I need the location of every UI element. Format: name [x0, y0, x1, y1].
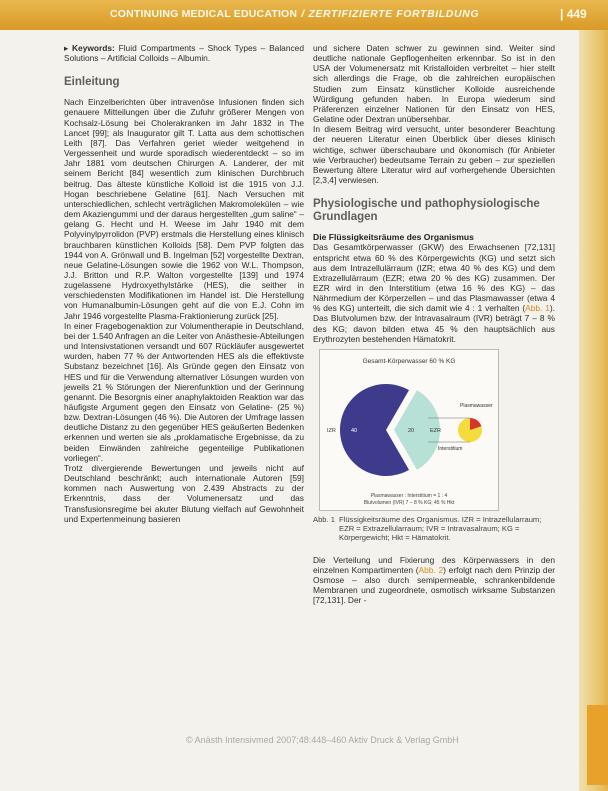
chart-legend-blood: Blutvolumen (IVR) 7 – 8 % KG; 45 % Hkt	[363, 499, 455, 506]
side-color-tab	[587, 705, 608, 785]
paragraph-body-water: Das Gesamtkörperwasser (GKW) des Erwachsenen [72,131] entspricht etwa 60 % des Körpergewichts (KG) und setzt sich aus dem Intrazellulärraum (IZR; etwa 40 % des KG) und dem Extrazellulärraum (EZR; etwa 20 % des KG) zusammen. Der EZR wird in den Interstitium (etwa 16 % des KG) – das Nährmedium der Körperzellen – und das Plasmawasser (etwa 4 % des KG) unterteilt, die sich damit wie 4 : 1 verhalten (Abb. 1). Das Blutvolumen bzw. der Intravasalraum (IVR) beträgt 7 – 8 % des KG; davon bilden etwa 45 % den hauptsächlich aus Erythrozyten bestehenden Hämatokrit.	[313, 242, 555, 344]
label-interstitium: Interstitium	[438, 445, 463, 452]
header-title	[110, 8, 550, 20]
keywords-text: Fluid Compartments – Shock Types – Balanced Solutions – Artificial Colloids – Albumin.	[64, 43, 304, 64]
side-color-strip	[579, 30, 608, 791]
page-header-bar	[0, 0, 608, 30]
keywords-label: Keywords:	[71, 43, 115, 53]
paragraph-international: Trotz divergierende Bewertungen und jeweils nicht auf Deutschland beschränkt; auch internationale Autoren [59] kommen nach Auswertung von 2.439 Abstracts zu der Erkenntnis, dass der Volumenersatz und das Transfusionsregime bei akuter Blutung vielfach auf Gewohnheit und Expertenmeinung basieren	[64, 462, 304, 524]
header-section-en: CONTINUING MEDICAL EDUCATION	[110, 8, 298, 20]
label-plasmawasser: Plasmawasser	[460, 402, 493, 409]
figure-reference-link[interactable]: Abb. 1	[525, 303, 550, 314]
paragraph-history: Nach Einzelberichten über intravenöse Infusionen finden sich genauere Mitteilungen über die Zufuhr größerer Mengen von Kochsalz-Lösung bei Cholerakranken im Jahr 1832 in The Lancet [99]; als Inaugurator gilt T. Latta aus dem schottischen Leith [87]. Das Verfahren geriet wieder weitgehend in Vergessenheit und wurde sporadisch wiederentdeckt – so im Jahr 1881 vom deutschen Chirurgen A. Landerer, der mit seinem Bericht [84] wesentlich zum klinischen Durchbruch beitrug. Das älteste künstliche Kolloid ist die 1915 von J.J. Hogan beschriebene Gelatine [61]. Nach Versuchen mit unterschiedlichen, schlecht verträglichen Makromolekülen – wie dem Akaziengummi und der daraus hergestellten „gum saline“ – gelang G. Hecht und H. Weese im Jahr 1940 mit dem Polyvinylpyrrolidon (PVP) erstmals die Herstellung eines klinisch brauchbaren künstlichen Kolloids [58]. Dem PVP folgten das 1944 von A. Grönwall und B. Ingelman [52] vorgestellte Dextran, neue Gelatine-Lösungen sowie die 1962 von W.L. Thompson, J.J. Britton und R.P. Walton vorgestellte [139] und 1974 zugelassene Hydroxyethylstärke (HES), die seither in verschiedensten Modifikationen im Handel ist. Die Herstellung von Humanalbumin-Lösungen geht auf die von E.J. Cohn im Jahr 1946 vorgestellte Plasma-Fraktionierung zurück [25].	[64, 97, 304, 321]
paragraph-osmosis: Die Verteilung und Fixierung des Körperwassers in den einzelnen Kompartimenten (Abb. 2) erfolgt nach dem Prinzip der Osmose – also durch semipermeable, schrankenbildende Membranen und zugeordnete, osmotisch wirksame Substanzen [72,131]. Der -	[313, 554, 556, 606]
header-separator: /	[301, 8, 305, 20]
figure-caption-text: Flüssigkeitsräume des Organismus. IZR = Intrazellularraum; EZR = Extrazellularraum; IVR = Intravasalraum; KG = Körpergewicht; Hkt = Hämatokrit.	[339, 514, 542, 543]
chart-title: Gesamt-Körperwasser 60 % KG	[362, 357, 456, 365]
keywords	[64, 43, 304, 63]
paragraph-survey: In einer Fragebogenaktion zur Volumentherapie in Deutschland, bei der 1.540 Anfragen an die Leiter von Anästhesie-Abteilungen und Intensivstationen versandt und 607 Rückläufer ausgewertet wurden, haben 77 % der Antwortenden HES als die effektivste Substanz bezeichnet [16]. Als Gründe gegen den Einsatz von HES und für die Verwendung alternativer Lösungen wurden von jeweils 21 % Störungen der Nierenfunktion und der Gerinnung genannt. Die Besorgnis einer anaphylaktoiden Reaktion war das häufigste Argument gegen den Einsatz von Gelatine- (25 %) bzw. Dextran-Lösungen (46 %). Die Autoren der Umfrage lassen deutliche Distanz zu den gegenüber HES geäußerten Bedenken erkennen und werten sie als „proklamatische Ergebnisse, da zu beiden Einwänden zahlreiche gegenteilige Publikationen vorliegen“.	[64, 320, 304, 463]
header-section-de: ZERTIFIZIERTE FORTBILDUNG	[308, 8, 480, 20]
page-number-value: 449	[566, 7, 587, 21]
figure-caption	[313, 515, 555, 543]
label-ezr: EZR	[430, 427, 441, 434]
figure-caption-label: Abb. 1	[313, 514, 335, 524]
keywords-bullet-icon: ▸	[64, 43, 72, 53]
figure-reference-link-2[interactable]: Abb. 2	[418, 564, 444, 575]
paragraph-data-quality: und sichere Daten schwer zu gewinnen sind. Weiter sind deutliche nationale Gepflogenheiten erkennbar. So ist in den USA der Volumenersatz mit Kristalloiden verbreitet – hier stellt sich allerdings die Frage, ob die zahlreichen europäischen Studien zum Einsatz künstlicher Kolloide ausreichende Würdigung gefunden haben. In Europa wiederum sind Präferenzen einzelner Nationen für den Einsatz von HES, Gelatine oder Dextran unübersehbar.	[313, 43, 555, 125]
section-heading-einleitung: Einleitung	[64, 76, 120, 89]
subheading-fluid-spaces: Die Flüssigkeitsräume des Organismus	[313, 232, 474, 243]
label-izr: IZR	[327, 427, 336, 434]
label-value-20: 20	[408, 427, 415, 434]
label-value-40: 40	[351, 427, 358, 434]
right-column	[313, 43, 555, 605]
page-footer: © Anästh Intensivmed 2007;48:448–460 Aktiv Druck & Verlag GmbH	[186, 735, 459, 745]
page-number	[560, 7, 587, 21]
paragraph-aim: In diesem Beitrag wird versucht, unter besonderer Beachtung der neueren Literatur einen Überblick über dieses klinisch wichtige, schwer überschaubare und ökonomisch (für Anbieter wie Verbraucher) bedeutsame Terrain zu geben – zur speziellen Bewertung ältere Literatur wird auf vorhergehende Übersichten [2,3,4] verwiesen.	[313, 124, 555, 186]
fluid-compartments-chart	[320, 350, 498, 510]
chart-legend-ratio: Plasmawasser : Interstitium = 1 : 4	[370, 492, 448, 499]
figure-fluid-compartments	[319, 349, 499, 511]
section-heading-physiologie: Physiologische und pathophysiologische Grundlagen	[313, 198, 540, 224]
page-number-separator: |	[560, 7, 564, 21]
left-column	[64, 43, 304, 524]
